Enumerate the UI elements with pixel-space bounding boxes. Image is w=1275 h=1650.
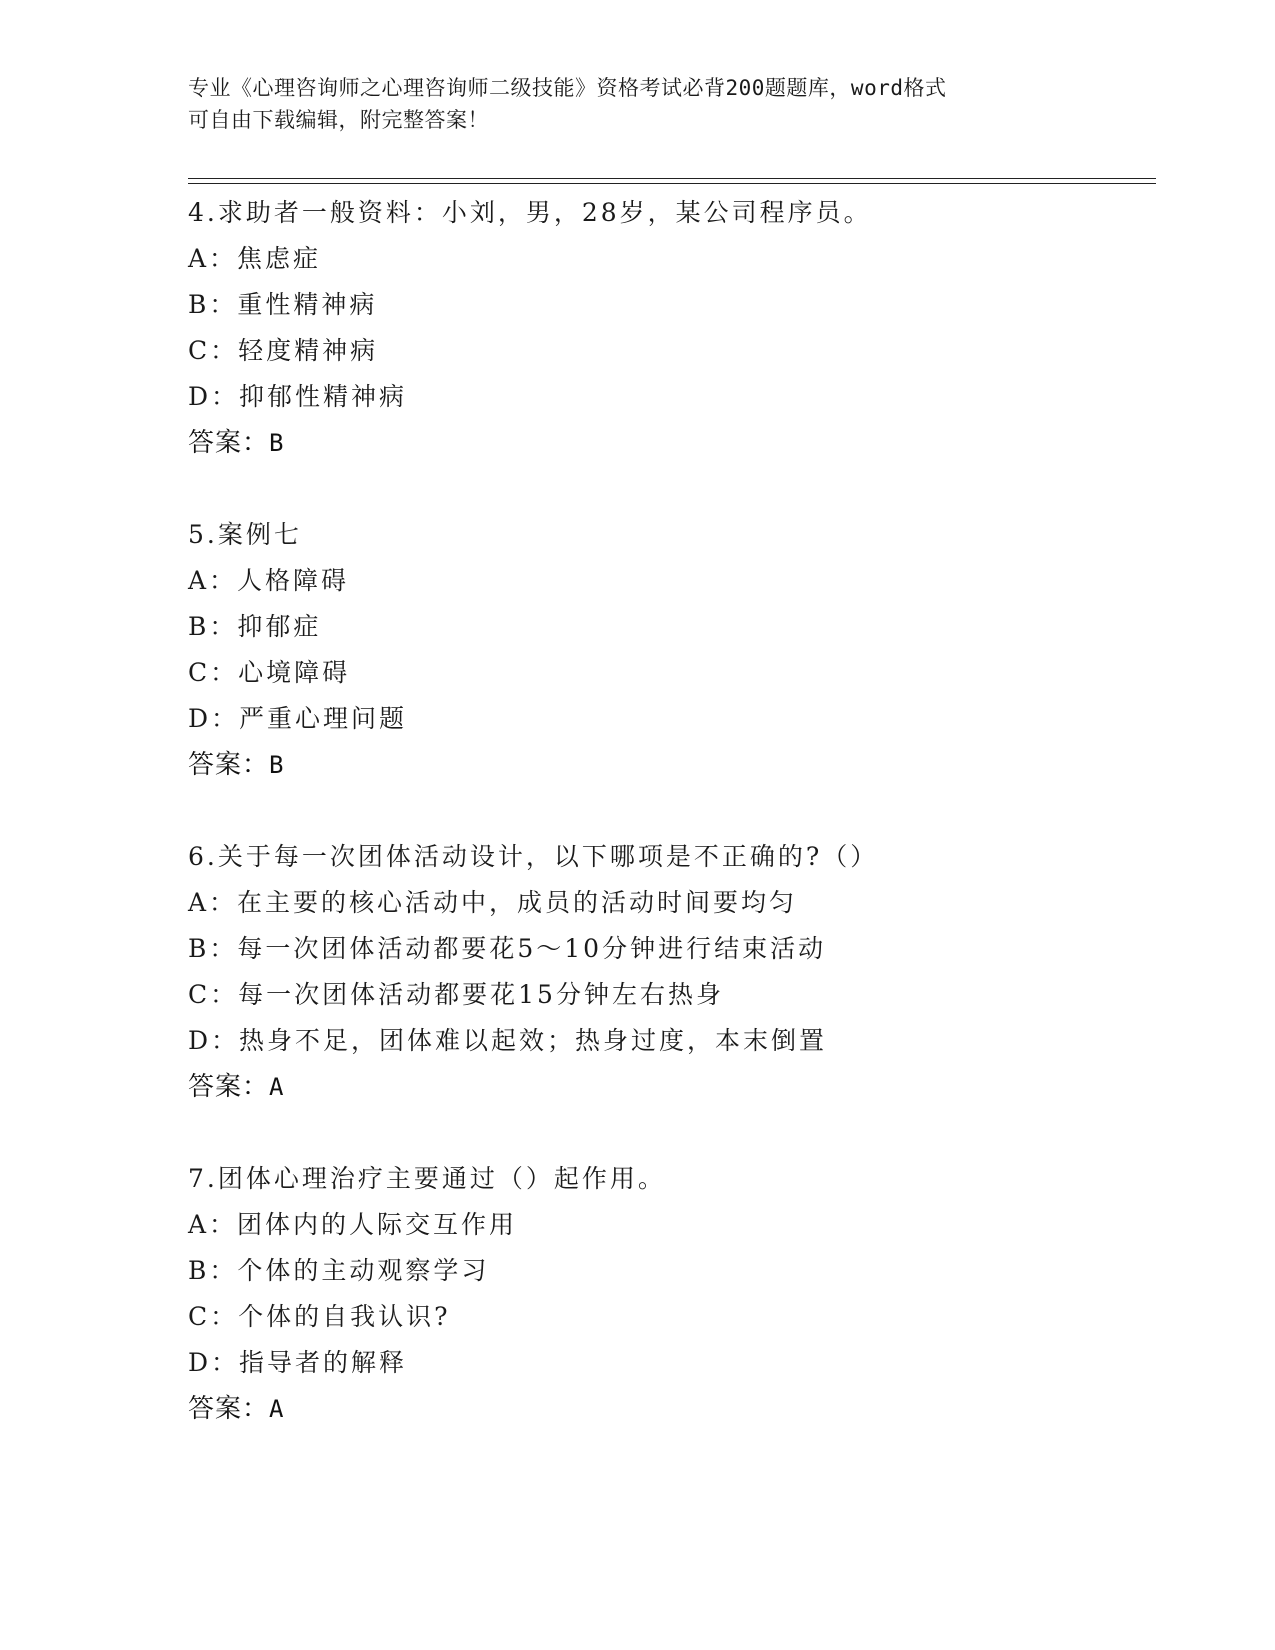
answer-line (188, 1386, 1156, 1432)
answer-label: 答案： (188, 1394, 270, 1424)
document-header (188, 72, 1088, 136)
header-line-1: 专业《心理咨询师之心理咨询师二级技能》资格考试必背200题题库，word格式 (188, 76, 947, 100)
header-divider-top (188, 178, 1156, 179)
option-c: C：个体的自我认识? (188, 1302, 451, 1331)
question-stem: 4.求助者一般资料：小刘，男，28岁，某公司程序员。 (188, 198, 872, 227)
option-b: B：抑郁症 (188, 612, 322, 641)
answer-line (188, 1064, 1156, 1110)
question-4 (188, 190, 1156, 466)
option-d: D：热身不足，团体难以起效；热身过度，本末倒置 (188, 1026, 828, 1055)
question-spacer (188, 466, 1156, 512)
answer-value: A (269, 1395, 285, 1423)
answer-label: 答案： (188, 428, 270, 458)
question-spacer (188, 1110, 1156, 1156)
question-stem: 5.案例七 (188, 520, 302, 549)
option-a: A：焦虑症 (188, 244, 322, 273)
option-c: C：每一次团体活动都要花15分钟左右热身 (188, 980, 724, 1009)
header-line-2: 可自由下载编辑，附完整答案！ (188, 108, 489, 132)
option-a: A：团体内的人际交互作用 (188, 1210, 518, 1239)
question-list (188, 190, 1156, 1432)
question-spacer (188, 788, 1156, 834)
answer-value: A (269, 1073, 285, 1101)
question-stem: 6.关于每一次团体活动设计，以下哪项是不正确的?（） (188, 842, 879, 871)
option-b: B：重性精神病 (188, 290, 378, 319)
option-a: A：人格障碍 (188, 566, 350, 595)
option-b: B：每一次团体活动都要花5～10分钟进行结束活动 (188, 934, 827, 963)
answer-label: 答案： (188, 1072, 270, 1102)
option-c: C：轻度精神病 (188, 336, 379, 365)
answer-line (188, 420, 1156, 466)
question-6 (188, 834, 1156, 1110)
answer-value: B (269, 429, 285, 457)
question-5 (188, 512, 1156, 788)
answer-value: B (269, 751, 285, 779)
question-7 (188, 1156, 1156, 1432)
option-d: D：严重心理问题 (188, 704, 408, 733)
question-stem: 7.团体心理治疗主要通过（）起作用。 (188, 1164, 666, 1193)
option-a: A：在主要的核心活动中，成员的活动时间要均匀 (188, 888, 798, 917)
answer-line (188, 742, 1156, 788)
answer-label: 答案： (188, 750, 270, 780)
option-d: D：抑郁性精神病 (188, 382, 408, 411)
option-b: B：个体的主动观察学习 (188, 1256, 490, 1285)
option-c: C：心境障碍 (188, 658, 351, 687)
option-d: D：指导者的解释 (188, 1348, 408, 1377)
header-divider-bottom (188, 183, 1156, 184)
